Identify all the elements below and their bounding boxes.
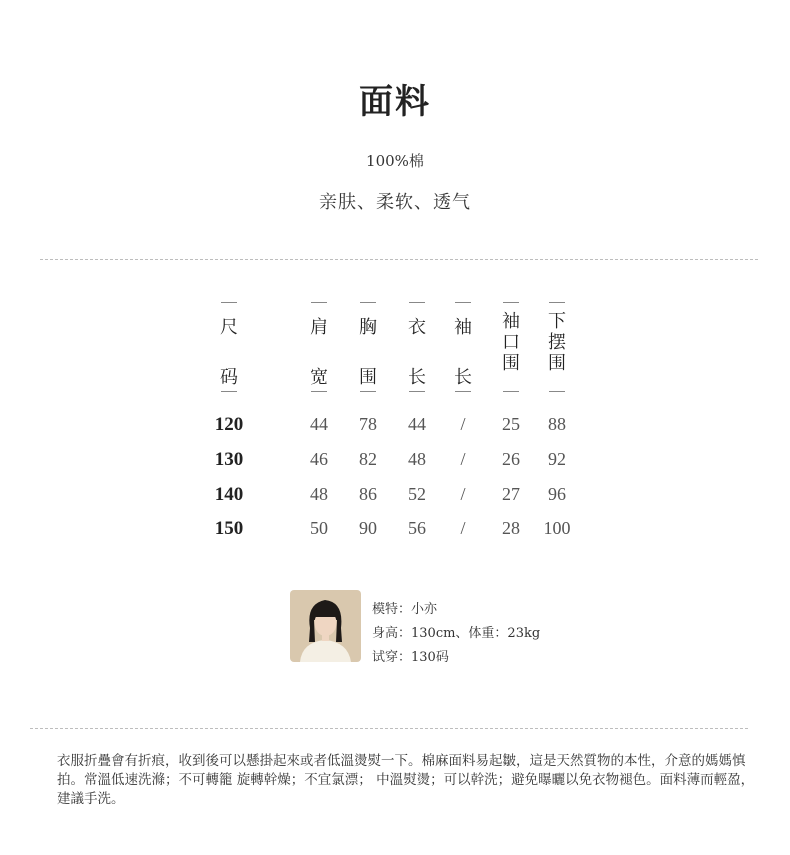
- measure-cell: 26: [502, 449, 520, 469]
- header-size: [217, 302, 241, 392]
- model-info: [372, 598, 540, 670]
- measure-cell: 48: [310, 484, 328, 504]
- measure-cell: 44: [310, 414, 328, 434]
- header-rule: [409, 391, 425, 392]
- model-name: 模特：小亦: [372, 602, 438, 617]
- header-rule: [221, 391, 237, 392]
- measure-cell: 100: [543, 518, 571, 538]
- size-cell: 120: [214, 414, 244, 435]
- measure-cell: /: [460, 449, 466, 469]
- header-label: 衣 长: [408, 317, 426, 388]
- care-note: 衣服折疊會有折痕，收到後可以懸掛起來或者低溫燙熨一下。棉麻面料易起皺，這是天然質物的本性，介意的媽媽慎拍。常溫低速洗滌；不可轉籠 旋轉幹燥；不宜氯漂； 中溫熨燙；可以幹洗；避免曝曬以免衣物褪色。面料薄而輕盈，建議手洗。: [57, 753, 755, 807]
- top-divider: [40, 259, 758, 260]
- header-rule: [549, 302, 565, 303]
- model-avatar: [290, 590, 361, 662]
- header-shoulder: [307, 302, 331, 392]
- features-text: 亲肤、柔软、透气: [319, 192, 471, 213]
- header-label: 下 摆 围: [548, 311, 566, 374]
- bottom-divider: [30, 728, 748, 729]
- header-rule: [360, 391, 376, 392]
- header-hem: [545, 302, 569, 392]
- measure-cell: 28: [502, 518, 520, 538]
- measure-cell: /: [460, 518, 466, 538]
- measure-cell: 50: [310, 518, 328, 538]
- measure-cell: /: [460, 484, 466, 504]
- header-length: [405, 302, 429, 392]
- model-fit: 试穿：130码: [372, 650, 449, 665]
- header-label: 肩 宽: [310, 317, 328, 388]
- header-rule: [503, 302, 519, 303]
- model-body: 身高：130cm、体重：23kg: [372, 626, 541, 641]
- header-label: 袖 口 围: [502, 311, 520, 374]
- header-rule: [311, 391, 327, 392]
- header-sleeve: [451, 302, 475, 392]
- header-label: 尺 码: [220, 317, 238, 388]
- measure-cell: 90: [359, 518, 377, 538]
- measure-cell: 86: [359, 484, 377, 504]
- material-text: 100%棉: [366, 152, 424, 170]
- measure-cell: 52: [408, 484, 426, 504]
- measure-cell: 78: [359, 414, 377, 434]
- model-photo: [290, 590, 361, 662]
- measure-cell: 82: [359, 449, 377, 469]
- header-chest: [356, 302, 380, 392]
- measure-cell: 88: [548, 414, 566, 434]
- header-label: 胸 围: [359, 317, 377, 388]
- size-cell: 140: [214, 484, 244, 505]
- measure-cell: 96: [548, 484, 566, 504]
- measure-cell: /: [460, 414, 466, 434]
- measure-cell: 44: [408, 414, 426, 434]
- page-title: 面料: [359, 82, 431, 122]
- measure-cell: 48: [408, 449, 426, 469]
- header-rule: [503, 391, 519, 392]
- size-cell: 150: [214, 518, 244, 539]
- measure-cell: 27: [502, 484, 520, 504]
- header-label: 袖 长: [454, 317, 472, 388]
- header-cuff: [499, 302, 523, 392]
- header-rule: [455, 391, 471, 392]
- measure-cell: 92: [548, 449, 566, 469]
- header-rule: [549, 391, 565, 392]
- measure-cell: 25: [502, 414, 520, 434]
- measure-cell: 56: [408, 518, 426, 538]
- size-cell: 130: [214, 449, 244, 470]
- measure-cell: 46: [310, 449, 328, 469]
